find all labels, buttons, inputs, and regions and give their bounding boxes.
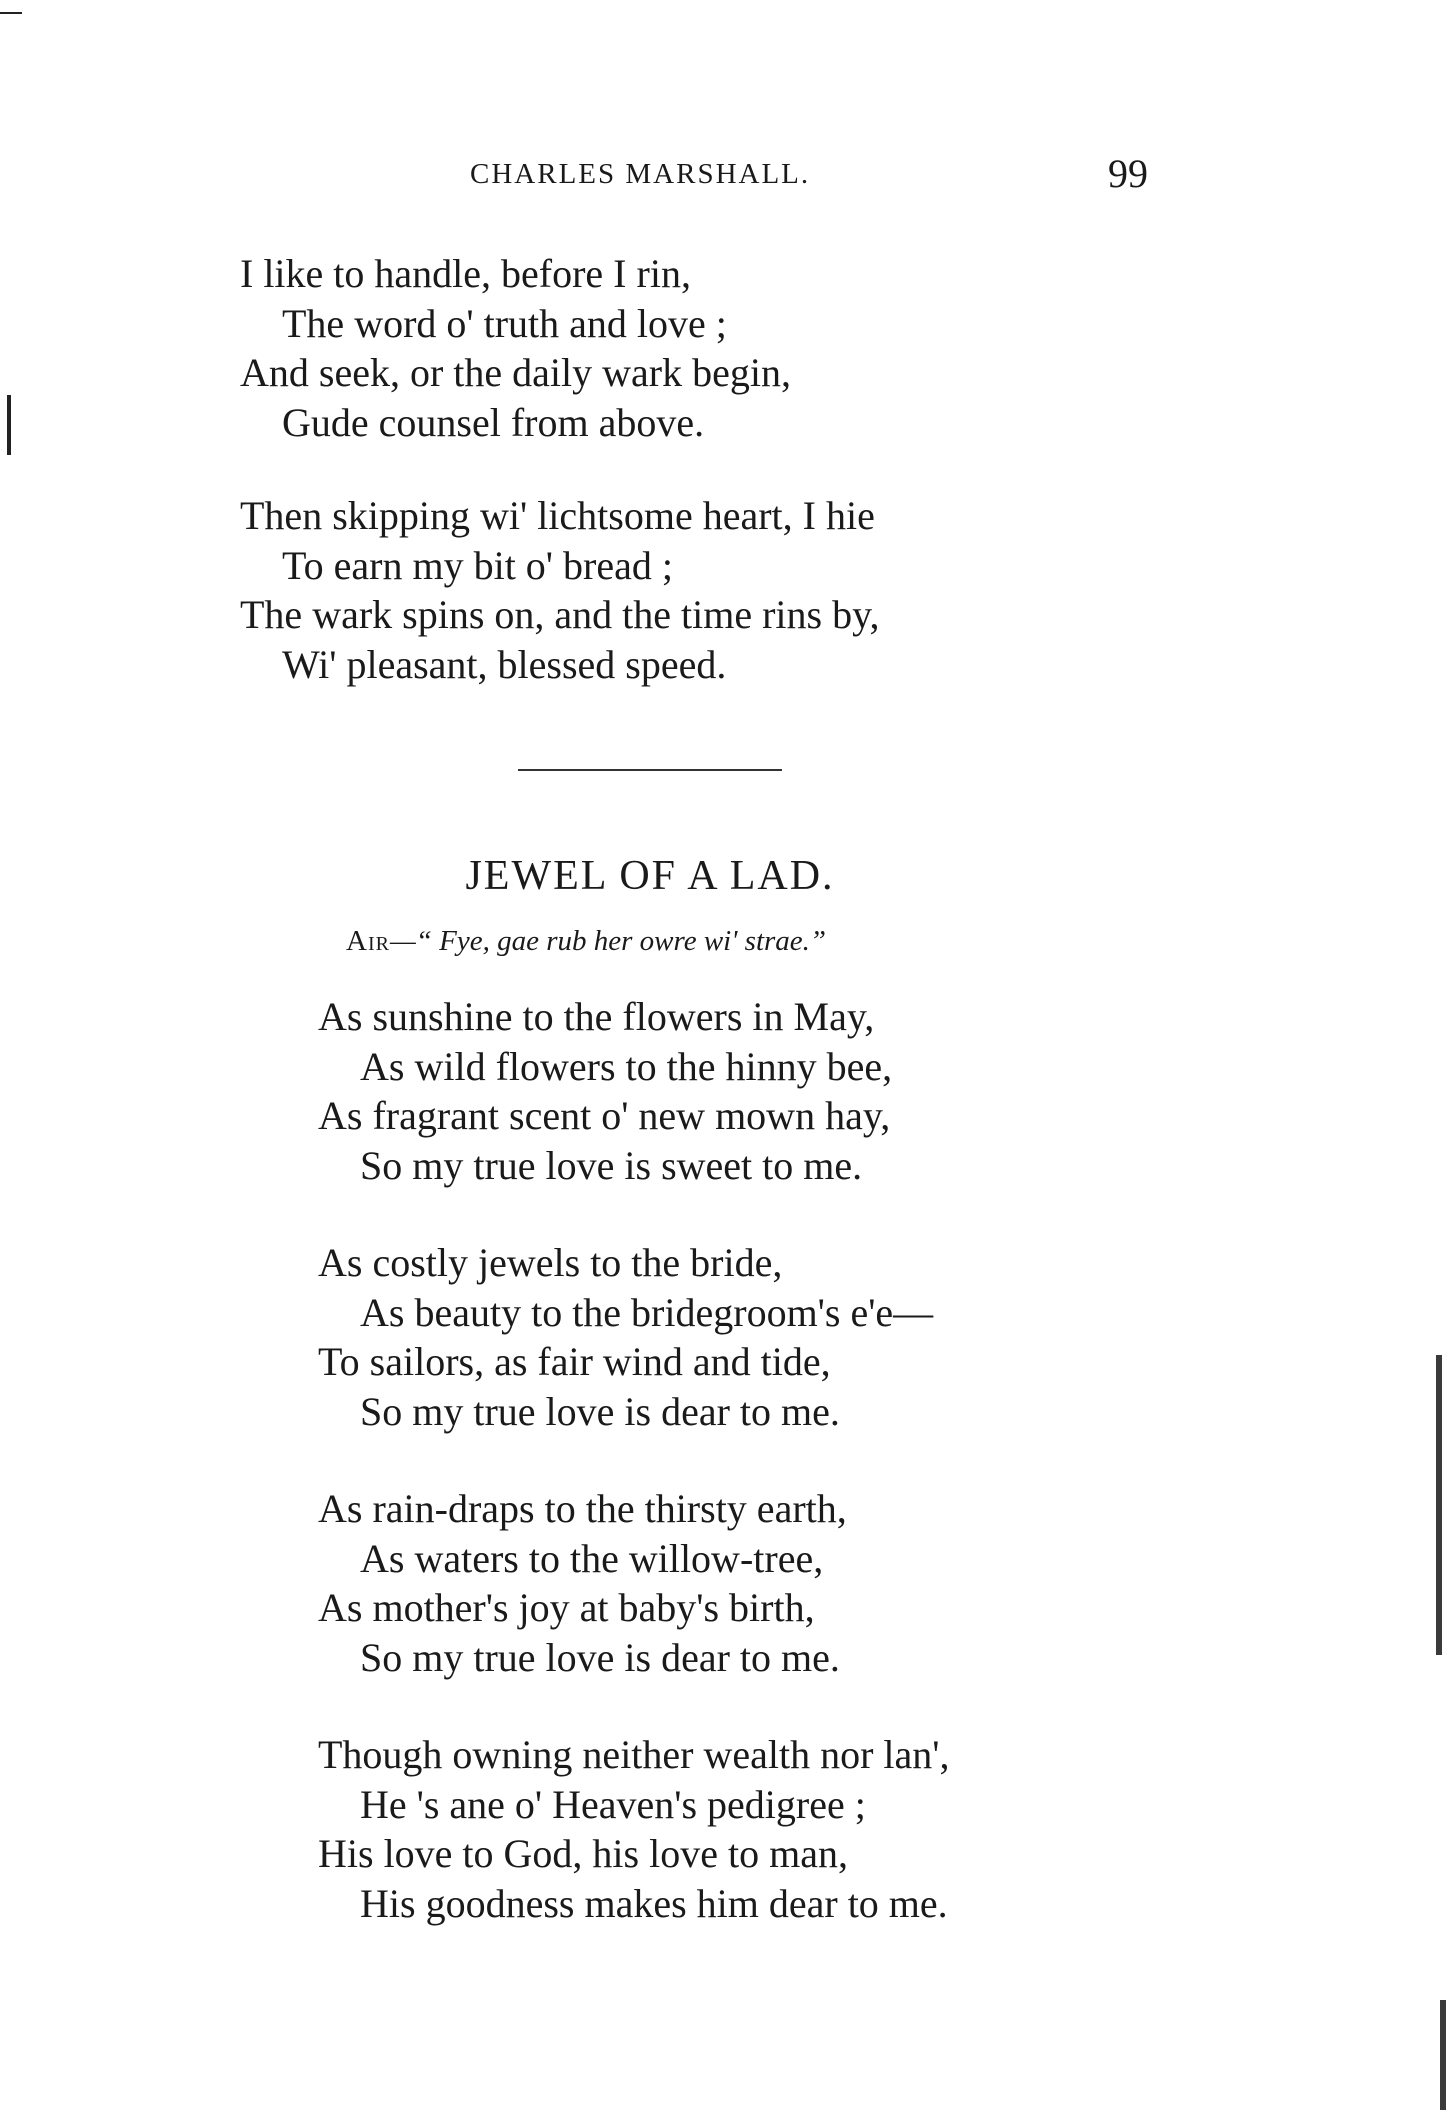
air-name: —“ Fye, gae rub her owre wi' strae.” (389, 925, 827, 957)
page-number: 99 (1108, 151, 1148, 196)
verse-line: Then skipping wi' lichtsome heart, I hie (240, 493, 875, 538)
verse-line: The word o' truth and love ; (282, 300, 727, 346)
verse-line: His goodness makes him dear to me. (360, 1880, 948, 1926)
running-head (0, 150, 1455, 200)
poem-stanza-4 (318, 1730, 950, 1928)
prev-stanza-2 (240, 491, 880, 689)
scan-mark (7, 395, 11, 455)
prev-stanza-1 (240, 249, 791, 447)
verse-line: As waters to the willow-tree, (360, 1535, 824, 1581)
verse-line: Wi' pleasant, blessed speed. (282, 641, 727, 687)
poem-stanza-2 (318, 1238, 933, 1436)
scan-mark (1440, 2000, 1446, 2110)
verse-line: As beauty to the bridegroom's e'e— (360, 1289, 934, 1335)
scan-mark (0, 12, 22, 14)
verse-line: As fragrant scent o' new mown hay, (318, 1093, 891, 1138)
verse-line: So my true love is dear to me. (360, 1388, 840, 1434)
verse-line: So my true love is sweet to me. (360, 1142, 863, 1188)
verse-line: As mother's joy at baby's birth, (318, 1585, 815, 1630)
running-title: CHARLES MARSHALL. (470, 158, 811, 190)
verse-line: To sailors, as fair wind and tide, (318, 1339, 831, 1384)
verse-line: And seek, or the daily wark begin, (240, 350, 791, 395)
air-label: Air (346, 925, 390, 957)
verse-line: To earn my bit o' bread ; (282, 542, 673, 588)
verse-line: As costly jewels to the bride, (318, 1240, 783, 1285)
scan-mark (1436, 1355, 1442, 1655)
air-line (346, 925, 826, 958)
poem-title: JEWEL OF A LAD. (465, 853, 835, 899)
verse-line: The wark spins on, and the time rins by, (240, 592, 880, 637)
verse-line: As rain-draps to the thirsty earth, (318, 1486, 847, 1531)
poem-stanza-3 (318, 1484, 847, 1682)
verse-line: I like to handle, before I rin, (240, 251, 691, 296)
verse-line: As wild flowers to the hinny bee, (360, 1043, 893, 1089)
section-divider (518, 769, 782, 771)
verse-line: He 's ane o' Heaven's pedigree ; (360, 1781, 866, 1827)
verse-line: As sunshine to the flowers in May, (318, 994, 875, 1039)
verse-line: So my true love is dear to me. (360, 1634, 840, 1680)
verse-line: His love to God, his love to man, (318, 1831, 848, 1876)
verse-line: Though owning neither wealth nor lan', (318, 1732, 950, 1777)
poem-stanza-1 (318, 992, 892, 1190)
verse-line: Gude counsel from above. (282, 399, 705, 445)
